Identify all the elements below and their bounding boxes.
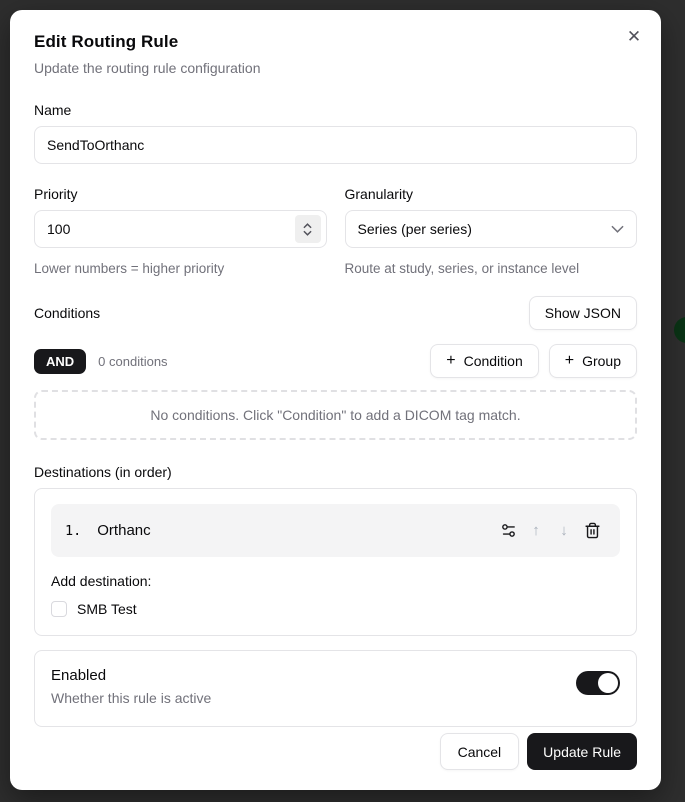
dialog-title: Edit Routing Rule: [34, 32, 179, 51]
arrow-up-icon: ↑: [532, 522, 540, 539]
name-input[interactable]: [34, 126, 637, 164]
add-condition-button[interactable]: [430, 344, 539, 378]
smb-test-checkbox[interactable]: [51, 601, 67, 617]
destination-settings-button[interactable]: [494, 517, 522, 545]
sliders-settings-icon: [500, 522, 517, 539]
priority-stepper[interactable]: [295, 215, 321, 243]
destination-name: Orthanc: [97, 522, 151, 539]
destination-index: 1.: [65, 522, 82, 539]
smb-test-checkbox-label: SMB Test: [77, 601, 137, 617]
conditions-empty-state: No conditions. Click "Condition" to add a DICOM tag match.: [34, 390, 637, 440]
granularity-select[interactable]: [345, 210, 638, 248]
arrow-down-icon: ↓: [560, 522, 568, 539]
destinations-panel: [34, 488, 637, 636]
show-json-button[interactable]: Show JSON: [529, 296, 637, 330]
enabled-description: Whether this rule is active: [51, 690, 212, 706]
operator-badge[interactable]: AND: [34, 349, 86, 374]
granularity-field-group: [345, 186, 638, 276]
chevron-down-icon[interactable]: [303, 230, 312, 236]
close-button[interactable]: ✕: [623, 26, 645, 48]
toggle-knob: [598, 673, 618, 693]
conditions-count: 0 conditions: [98, 353, 168, 369]
add-destination-label: Add destination:: [51, 573, 152, 589]
cancel-button[interactable]: Cancel: [440, 733, 520, 770]
granularity-selected-value: Series (per series): [357, 221, 472, 237]
plus-icon: +: [446, 352, 456, 369]
destination-option-row[interactable]: [51, 601, 620, 617]
name-label: Name: [34, 102, 72, 118]
chevron-down-icon: [611, 225, 624, 233]
plus-icon: +: [564, 352, 575, 369]
destination-row: [51, 504, 620, 557]
dialog-subtitle: Update the routing rule configuration: [34, 60, 261, 76]
update-rule-button[interactable]: Update Rule: [527, 733, 637, 770]
delete-destination-button[interactable]: [578, 517, 606, 545]
add-condition-label: Condition: [463, 353, 523, 369]
add-group-button[interactable]: [549, 344, 637, 378]
dialog-footer: [34, 733, 637, 770]
conditions-label: Conditions: [34, 305, 101, 321]
priority-field-group: [34, 186, 327, 276]
background-page-dot: [674, 317, 685, 343]
enabled-toggle[interactable]: [576, 671, 620, 695]
destinations-label: Destinations (in order): [34, 464, 172, 480]
name-field-group: [34, 102, 637, 164]
priority-input[interactable]: [47, 221, 295, 237]
trash-icon: [584, 522, 601, 539]
add-group-label: Group: [582, 353, 621, 369]
granularity-helper-text: Route at study, series, or instance level: [344, 261, 580, 276]
move-down-button[interactable]: [550, 517, 578, 545]
priority-helper-text: Lower numbers = higher priority: [34, 261, 225, 276]
move-up-button[interactable]: [522, 517, 550, 545]
enabled-label: Enabled: [51, 667, 107, 684]
chevron-up-icon[interactable]: [303, 223, 312, 229]
edit-routing-rule-dialog: [10, 10, 661, 790]
granularity-label: Granularity: [344, 186, 413, 202]
dialog-header: [34, 32, 637, 76]
enabled-panel: [34, 650, 637, 727]
priority-label: Priority: [34, 186, 78, 202]
